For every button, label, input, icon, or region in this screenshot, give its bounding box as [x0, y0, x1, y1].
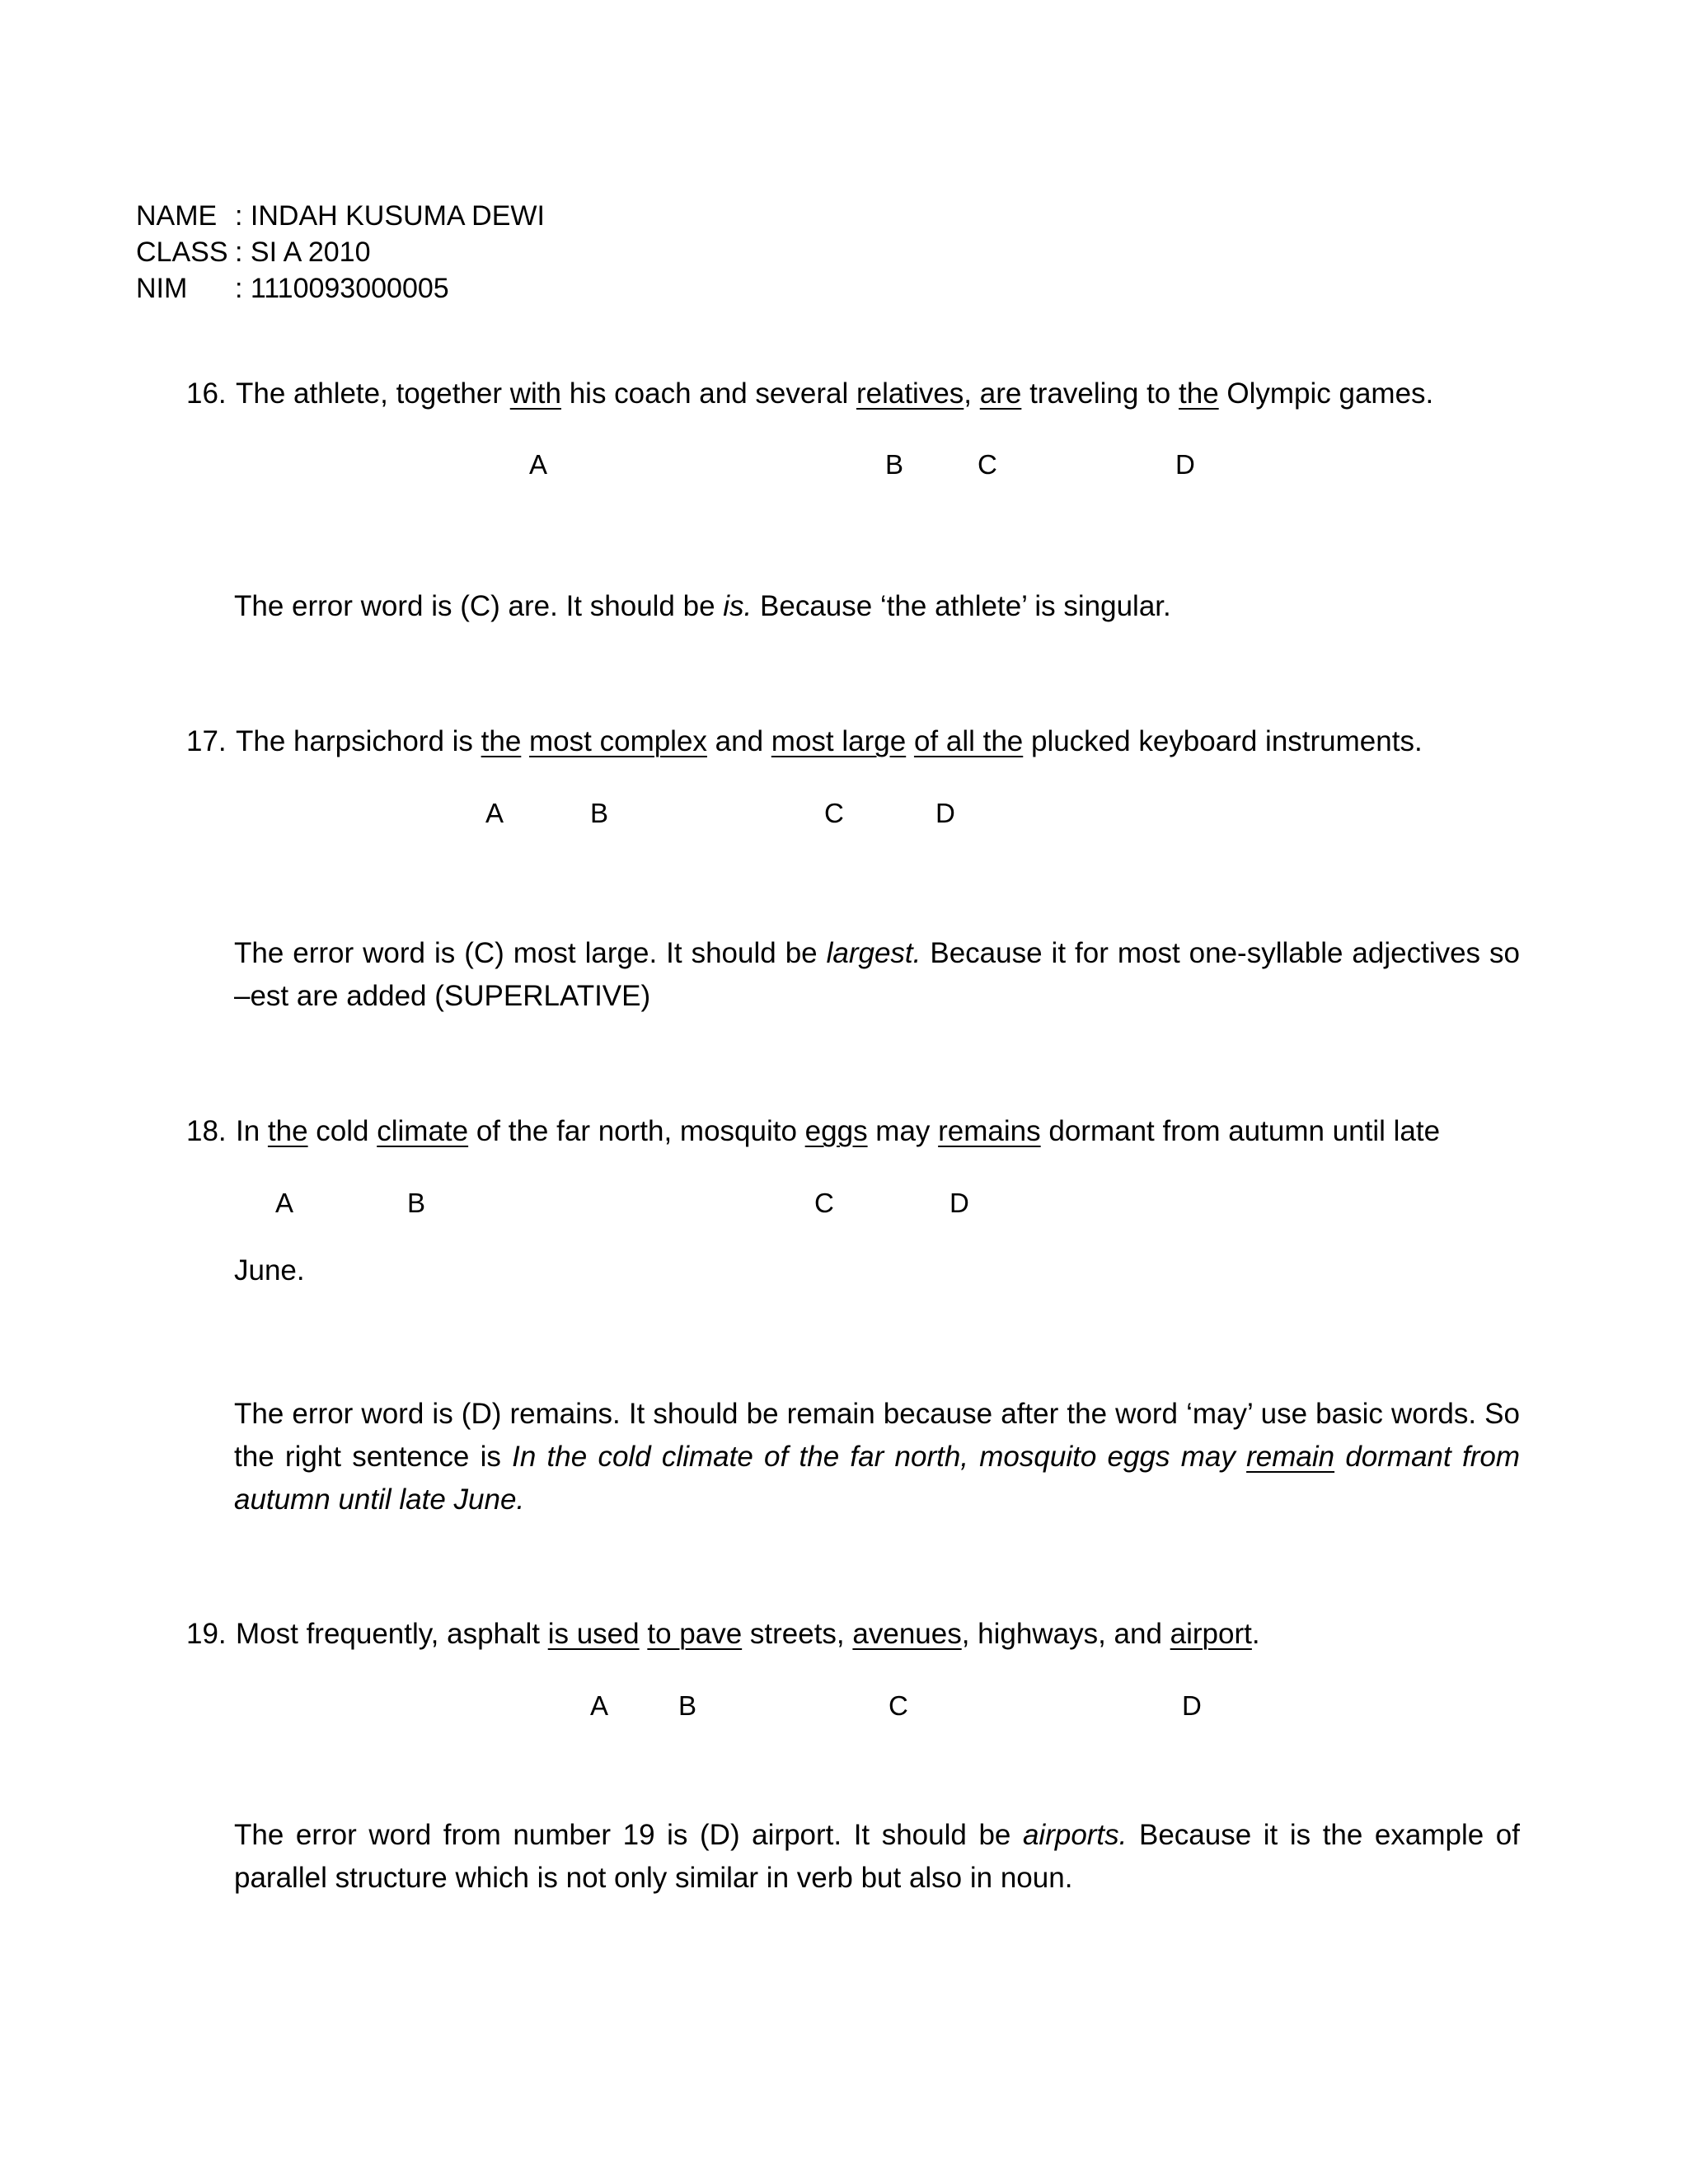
- option-letter-b: B: [885, 449, 904, 480]
- student-info: [136, 198, 545, 307]
- name-label: NAME: [136, 200, 218, 232]
- option-a-word: with: [509, 377, 561, 410]
- option-letter-b: B: [590, 798, 609, 828]
- answer-19: The error word from number 19 is (D) airport. It should be airports. Because it is the example of parallel structure which is not only similar in verb but also in noun.: [234, 1819, 1520, 1894]
- answer-18: The error word is (D) remains. It should be remain because after the word ‘may’ use basic words. So the right sentence is In the cold climate of the far north, mosquito eggs may remain dormant from autumn until late June.: [234, 1398, 1520, 1516]
- option-c-word: eggs: [804, 1115, 868, 1147]
- option-letter-d: D: [935, 798, 955, 828]
- question-continuation: June.: [234, 1254, 305, 1286]
- class-row: [136, 234, 545, 270]
- name-value: : INDAH KUSUMA DEWI: [235, 200, 545, 232]
- question-sentence: In the cold climate of the far north, mosquito eggs may remains dormant from autumn until late: [236, 1115, 1441, 1147]
- option-letter-b: B: [678, 1690, 697, 1721]
- option-letter-d: D: [950, 1188, 969, 1218]
- nim-value: : 1110093000005: [235, 273, 449, 304]
- option-b-word: to pave: [647, 1618, 743, 1650]
- option-letter-a: A: [529, 449, 548, 480]
- nim-label: NIM: [136, 273, 188, 304]
- question-number: 17.: [186, 725, 227, 757]
- option-a-word: the: [481, 725, 522, 757]
- question-sentence: Most frequently, asphalt is used to pave streets, avenues, highways, and airport.: [236, 1618, 1260, 1650]
- question-sentence: The athlete, together with his coach and several relatives, are traveling to the Olympic games.: [236, 377, 1434, 410]
- option-letter-c: C: [824, 798, 844, 828]
- option-c-word: most large: [771, 725, 907, 757]
- option-letter-a: A: [485, 798, 504, 828]
- answer-16: The error word is (C) are. It should be is. Because ‘the athlete’ is singular.: [234, 590, 1171, 622]
- option-letter-d: D: [1182, 1690, 1202, 1721]
- name-row: [136, 198, 545, 234]
- class-label: CLASS: [136, 237, 228, 268]
- question-number: 19.: [186, 1618, 227, 1650]
- option-letter-d: D: [1175, 449, 1195, 480]
- question-sentence: The harpsichord is the most complex and most large of all the plucked keyboard instruments.: [236, 725, 1423, 757]
- corrected-word: remain: [1246, 1441, 1335, 1473]
- question-number: 18.: [186, 1115, 227, 1147]
- option-d-word: airport: [1170, 1618, 1252, 1650]
- option-d-word: of all the: [913, 725, 1024, 757]
- option-letter-a: A: [275, 1188, 294, 1218]
- option-a-word: the: [267, 1115, 308, 1147]
- option-letter-b: B: [407, 1188, 426, 1218]
- answer-17: The error word is (C) most large. It should be largest. Because it for most one-syllable adjectives so –est are added (SUPERLATIVE): [234, 937, 1520, 1012]
- option-b-word: relatives: [856, 377, 964, 410]
- option-c-word: are: [979, 377, 1022, 410]
- option-d-word: remains: [938, 1115, 1041, 1147]
- option-b-word: most complex: [529, 725, 707, 757]
- option-b-word: climate: [377, 1115, 469, 1147]
- class-value: : SI A 2010: [235, 237, 371, 268]
- option-c-word: avenues: [852, 1618, 962, 1650]
- option-d-word: the: [1179, 377, 1219, 410]
- option-letter-c: C: [814, 1188, 834, 1218]
- question-number: 16.: [186, 377, 227, 410]
- option-letter-c: C: [889, 1690, 908, 1721]
- option-letter-c: C: [978, 449, 997, 480]
- option-letter-a: A: [590, 1690, 609, 1721]
- nim-row: [136, 270, 545, 307]
- option-a-word: is used: [547, 1618, 640, 1650]
